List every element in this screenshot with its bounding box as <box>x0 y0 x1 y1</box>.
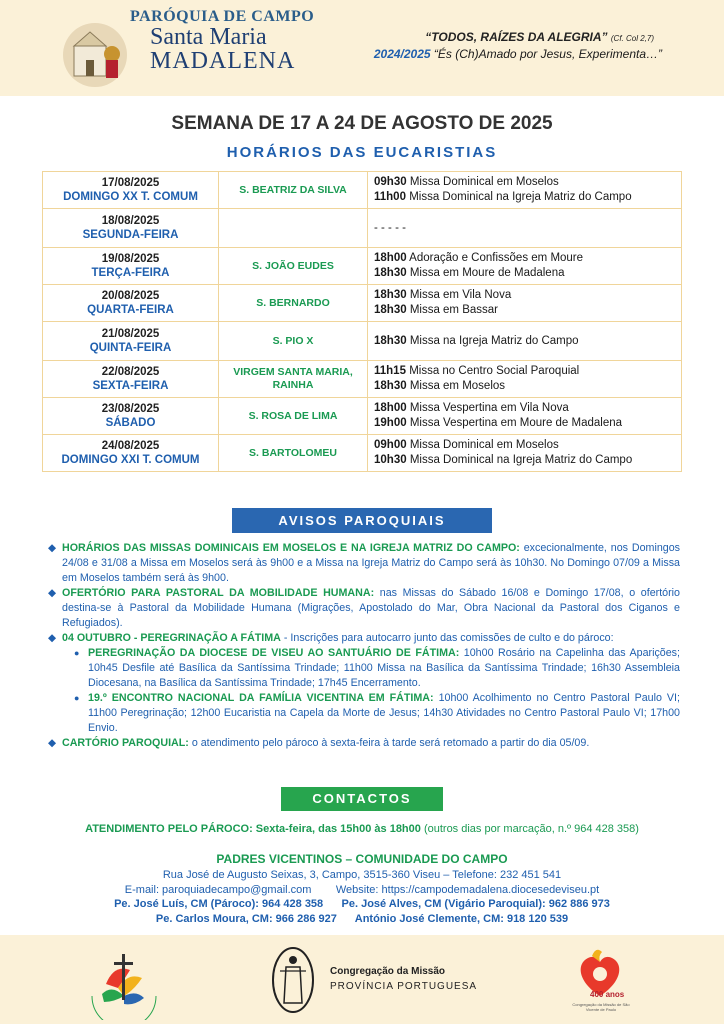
event-time: 10h30 <box>374 454 407 466</box>
event-text: Missa em Moure de Madalena <box>409 267 565 279</box>
office-hours: ATENDIMENTO PELO PÁROCO: Sexta-feira, das 15h00 às 18h00 (outros dias por marcação, n.º 964 428 358) <box>85 823 639 835</box>
aviso-item: ◆ 04 OUTUBRO - PEREGRINAÇÃO A FÁTIMA - Inscrições para autocarro junto das comissões de culto e do pároco: <box>48 632 614 644</box>
schedule-date: 20/08/2025 <box>101 290 160 302</box>
event-time: 18h00 <box>374 402 407 414</box>
schedule-event <box>374 364 675 379</box>
aviso-subitem: ● 19.º ENCONTRO NACIONAL DA FAMÍLIA VICENTINA EM FÁTIMA: 10h00 Acolhimento no Centro Pastoral Paulo VI; 11h00 Peregrinação; 12h00 Eucaristia na Capela da Morte de Jesus; 14h30 Atividades no Centro Pastoral Paulo VI; 17h00 Envio. <box>74 692 680 734</box>
priests-line-2: Pe. Carlos Moura, CM: 966 286 927 António José Clemente, CM: 918 120 539 <box>155 913 569 925</box>
schedule-event <box>374 334 675 349</box>
event-text: Adoração e Confissões em Moure <box>409 252 584 264</box>
schedule-weekday: QUINTA-FEIRA <box>89 342 172 354</box>
schedule-saint <box>219 209 368 248</box>
event-time: 18h30 <box>374 289 407 301</box>
schedule-date-cell <box>43 435 219 472</box>
schedule-table <box>42 171 682 472</box>
event-text: Missa Dominical em Moselos <box>409 439 559 451</box>
schedule-row <box>43 361 682 398</box>
schedule-row <box>43 435 682 472</box>
event-time: 18h30 <box>374 380 407 392</box>
schedule-saint: S. PIO X <box>219 322 368 361</box>
event-text: - - - - - <box>374 221 406 234</box>
schedule-weekday: SEXTA-FEIRA <box>92 380 169 392</box>
event-text: Missa Dominical em Moselos <box>409 176 559 188</box>
schedule-date: 22/08/2025 <box>101 366 160 378</box>
priests-line-1: Pe. José Luís, CM (Pároco): 964 428 358 Pe. José Alves, CM (Vigário Paroquial): 962 886 973 <box>114 898 610 910</box>
parish-name-line1: Santa Maria <box>150 24 267 50</box>
schedule-date: 24/08/2025 <box>101 440 160 452</box>
church-logo-icon <box>62 22 128 88</box>
event-text: Missa em Bassar <box>409 304 498 316</box>
schedule-weekday: SÁBADO <box>105 417 156 429</box>
schedule-event <box>374 288 675 303</box>
event-text: Missa Vespertina em Vila Nova <box>409 402 569 414</box>
avisos-list <box>48 541 680 751</box>
schedule-date-cell <box>43 209 219 248</box>
schedule-row <box>43 209 682 248</box>
schedule-saint: S. JOÃO EUDES <box>219 248 368 285</box>
schedule-row <box>43 248 682 285</box>
congregation-logo-icon <box>268 945 318 1015</box>
schedule-events <box>368 322 682 361</box>
event-text: Missa em Vila Nova <box>409 289 512 301</box>
schedule-event <box>374 379 675 394</box>
schedule-row <box>43 398 682 435</box>
schedule-date-cell <box>43 322 219 361</box>
schedule-event <box>374 251 675 266</box>
schedule-event <box>374 401 675 416</box>
schedule-title: HORÁRIOS DAS EUCARISTIAS <box>226 144 498 161</box>
schedule-event <box>374 416 675 431</box>
event-time: 18h30 <box>374 334 407 347</box>
schedule-row <box>43 172 682 209</box>
event-time: 11h00 <box>374 191 406 203</box>
schedule-saint: S. BEATRIZ DA SILVA <box>219 172 368 209</box>
event-time: 09h30 <box>374 176 407 188</box>
schedule-event <box>374 303 675 318</box>
schedule-event <box>374 453 675 468</box>
schedule-events <box>368 285 682 322</box>
schedule-event <box>374 175 675 190</box>
schedule-weekday: TERÇA-FEIRA <box>91 267 170 279</box>
address-line: Rua José de Augusto Seixas, 3, Campo, 3515-360 Viseu – Telefone: 232 451 541 <box>162 869 562 881</box>
svp-400-label: 400 anos <box>590 990 625 999</box>
parish-name-line2: MADALENA <box>150 48 296 74</box>
event-time: 18h30 <box>374 304 407 316</box>
schedule-weekday: DOMINGO XX T. COMUM <box>63 191 198 203</box>
province-name: PROVÍNCIA PORTUGUESA <box>330 981 478 992</box>
schedule-date: 21/08/2025 <box>101 328 160 340</box>
avisos-heading: AVISOS PAROQUIAIS <box>232 508 492 533</box>
schedule-event <box>374 190 675 205</box>
aviso-item: ◆ HORÁRIOS DAS MISSAS DOMINICAIS EM MOSELOS E NA IGREJA MATRIZ DO CAMPO: excecionalmente, nos Domingos 24/08 e 31/08 a Missa em Moselos será às 9h00 e a Missa na Igreja Matriz do Campo será às 10h30. No Domingo 07/09 a Missa em Moselos também será às 9h00. <box>48 542 680 584</box>
schedule-row <box>43 322 682 361</box>
aviso-item: ◆ CARTÓRIO PAROQUIAL: o atendimento pelo pároco à sexta-feira à tarde será retomado a partir do dia 05/09. <box>48 737 590 749</box>
schedule-saint: S. BARTOLOMEU <box>219 435 368 472</box>
schedule-date-cell <box>43 398 219 435</box>
schedule-date: 19/08/2025 <box>101 253 160 265</box>
schedule-events <box>368 398 682 435</box>
schedule-events <box>368 435 682 472</box>
event-text: Missa na Igreja Matriz do Campo <box>409 334 579 347</box>
schedule-event <box>374 438 675 453</box>
schedule-date-cell <box>43 172 219 209</box>
schedule-date: 17/08/2025 <box>101 177 160 189</box>
aviso-item: ◆ OFERTÓRIO PARA PASTORAL DA MOBILIDADE HUMANA: nas Missas do Sábado 16/08 e Domingo 17/08, o ofertório destina-se à Pastoral da Mobilidade Humana (Migrações, Apostolado do Mar, Obra Nacional da Pastoral dos Ciganos e Refugiados). <box>48 587 680 629</box>
event-text: Missa Vespertina em Moure de Madalena <box>409 417 623 429</box>
motto: “TODOS, RAÍZES DA ALEGRIA” (Cf. Col 2,7) <box>425 30 654 44</box>
svp-subtitle: Congregação da Missão de São Vicente de Paulo <box>572 1002 630 1012</box>
schedule-saint: VIRGEM SANTA MARIA, RAINHA <box>219 361 368 398</box>
schedule-saint: S. ROSA DE LIMA <box>219 398 368 435</box>
week-title: SEMANA DE 17 A 24 DE AGOSTO DE 2025 <box>171 113 553 134</box>
contactos-heading: CONTACTOS <box>281 787 443 811</box>
community-name: PADRES VICENTINOS – COMUNIDADE DO CAMPO <box>216 852 508 866</box>
event-time: 19h00 <box>374 417 407 429</box>
event-time: 18h30 <box>374 267 407 279</box>
schedule-weekday: SEGUNDA-FEIRA <box>82 229 179 241</box>
event-time: 11h15 <box>374 365 406 377</box>
aviso-subitem: ● PEREGRINAÇÃO DA DIOCESE DE VISEU AO SANTUÁRIO DE FÁTIMA: 10h00 Rosário na Capelinha das Aparições; 10h45 Desfile até Basílica da Santíssima Trindade; 11h00 Missa na Basílica da Santíssima Trindade; 16h30 Assembleia Diocesana, na Basílica da Santíssima Trindade; 17h45 Encerramento. <box>74 647 680 689</box>
schedule-events <box>368 172 682 209</box>
schedule-date: 23/08/2025 <box>101 403 160 415</box>
schedule-event <box>374 221 675 236</box>
event-text: Missa Dominical na Igreja Matriz do Campo <box>409 191 632 203</box>
schedule-events <box>368 248 682 285</box>
event-text: Missa no Centro Social Paroquial <box>409 365 580 377</box>
schedule-date-cell <box>43 361 219 398</box>
schedule-saint: S. BERNARDO <box>219 285 368 322</box>
schedule-events <box>368 361 682 398</box>
email-website-line: E-mail: paroquiadecampo@gmail.com Website: https://campodemadalena.diocesedeviseu.pt <box>124 884 600 896</box>
event-time: 18h00 <box>374 252 407 264</box>
schedule-weekday: QUARTA-FEIRA <box>87 304 174 316</box>
jubilee-logo-icon <box>84 944 164 1020</box>
schedule-row <box>43 285 682 322</box>
schedule-event <box>374 266 675 281</box>
schedule-events <box>368 209 682 248</box>
schedule-weekday: DOMINGO XXI T. COMUM <box>61 454 200 466</box>
event-text: Missa Dominical na Igreja Matriz do Campo <box>409 454 633 466</box>
year-motto: 2024/2025 “És (Ch)Amado por Jesus, Experimenta…” <box>373 47 662 61</box>
event-text: Missa em Moselos <box>409 380 506 392</box>
parish-label: PARÓQUIA DE CAMPO <box>130 8 315 25</box>
schedule-date-cell <box>43 248 219 285</box>
schedule-date: 18/08/2025 <box>101 215 160 227</box>
congregation-name: Congregação da Missão <box>330 966 446 977</box>
event-time: 09h00 <box>374 439 407 451</box>
schedule-date-cell <box>43 285 219 322</box>
